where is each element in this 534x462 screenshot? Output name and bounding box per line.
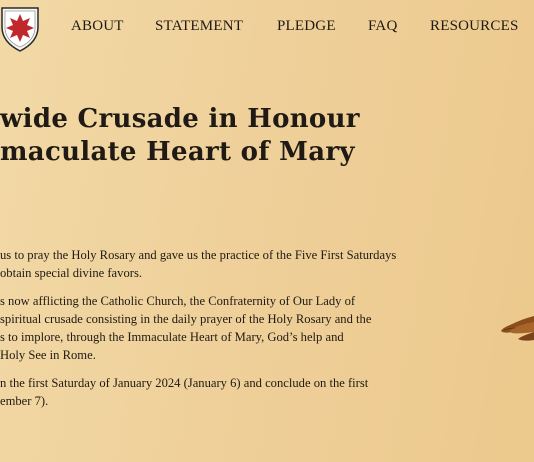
paragraph-3-line-1: n the first Saturday of January 2024 (January 6) and conclude on the first xyxy=(0,376,369,390)
intro-text xyxy=(0,246,400,420)
main-nav xyxy=(71,18,534,38)
paragraph-2 xyxy=(0,292,400,364)
paragraph-2-line-1: s now afflicting the Catholic Church, the Confraternity of Our Lady of xyxy=(0,294,356,308)
templar-cross-shield-icon[interactable] xyxy=(0,5,40,53)
paragraph-3-line-2: ember 7). xyxy=(0,394,49,408)
hero-title-line-2: maculate Heart of Mary xyxy=(0,137,355,167)
paragraph-2-line-3: s to implore, through the Immaculate Heart of Mary, God’s help and xyxy=(0,330,344,344)
hero-title xyxy=(0,103,360,169)
nav-pledge-link[interactable]: PLEDGE xyxy=(277,18,336,34)
hero-section xyxy=(0,103,360,169)
nav-resources-link[interactable]: RESOURCES xyxy=(430,18,519,34)
nav-about-link[interactable]: ABOUT xyxy=(71,18,124,34)
paragraph-1-line-1: us to pray the Holy Rosary and gave us the practice of the Five First Saturdays xyxy=(0,248,397,262)
nav-faq-link[interactable]: FAQ xyxy=(368,18,398,34)
paragraph-3 xyxy=(0,374,400,410)
praying-hand-image xyxy=(500,312,534,344)
nav-statement-link[interactable]: STATEMENT xyxy=(155,18,244,34)
paragraph-1 xyxy=(0,246,400,282)
hero-title-line-1: wide Crusade in Honour xyxy=(0,104,360,134)
paragraph-1-line-2: obtain special divine favors. xyxy=(0,266,142,280)
paragraph-2-line-4: Holy See in Rome. xyxy=(0,348,96,362)
paragraph-2-line-2: spiritual crusade consisting in the daily prayer of the Holy Rosary and the xyxy=(0,312,372,326)
